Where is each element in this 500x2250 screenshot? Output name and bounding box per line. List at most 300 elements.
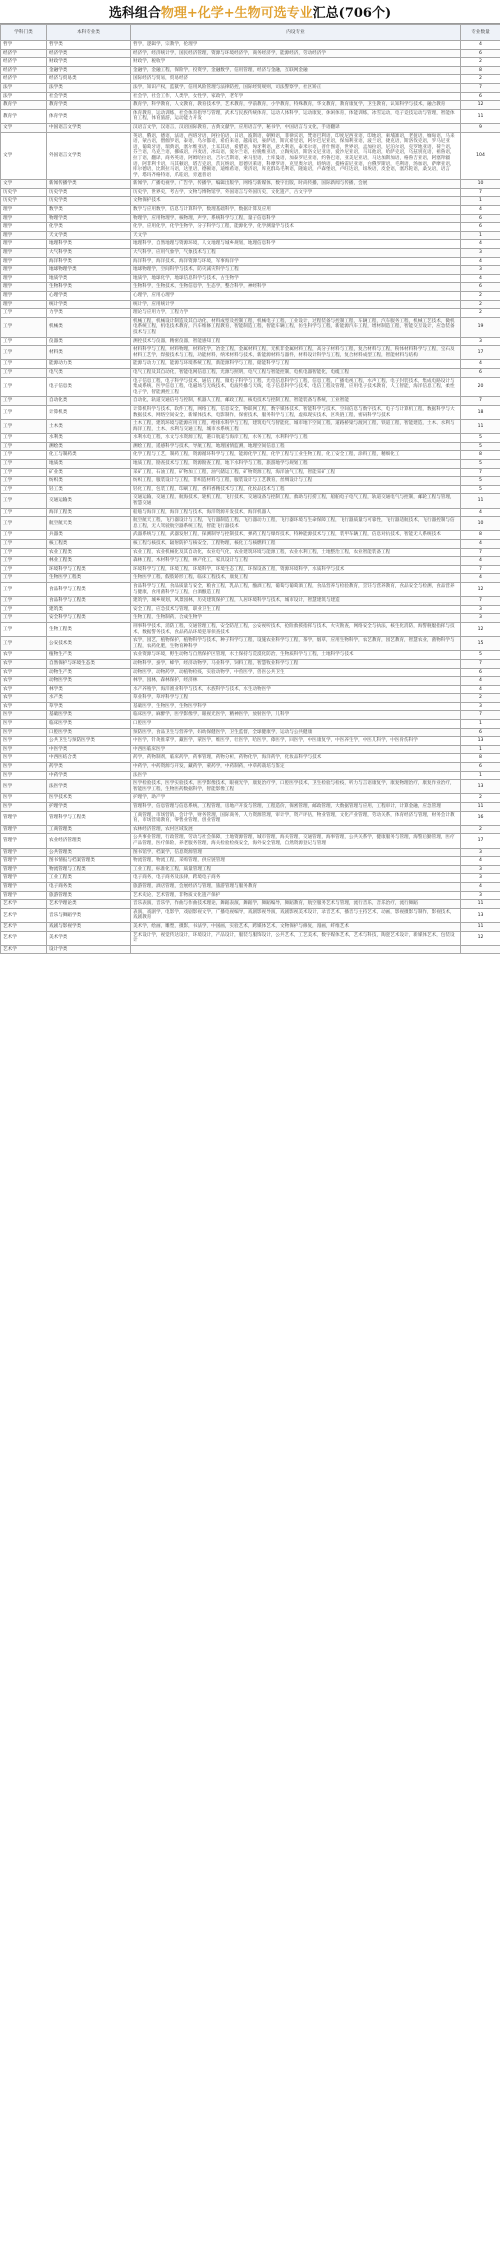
cell-count: 3 (461, 865, 500, 874)
cell-majors: 历史学，世界史，考古学，文物与博物馆学，外国语言与外国历史，文化遗产，古文字学 (131, 188, 461, 197)
cell-class: 计算机类 (47, 405, 131, 419)
table-row (1, 283, 500, 292)
cell-count: 4 (461, 240, 500, 249)
table-row (1, 659, 500, 668)
table-row (1, 517, 500, 531)
cell-class: 食品科学与工程类 (47, 597, 131, 606)
cell-count: 1 (461, 745, 500, 754)
cell-category: 工学 (1, 517, 47, 531)
table-row (1, 83, 500, 92)
table-row (1, 651, 500, 660)
cell-majors: 预防医学，食品卫生与营养学，妇幼保健医学，卫生监督，全球健康学，运动与公共健康 (131, 728, 461, 737)
cell-class: 地球物理学类 (47, 266, 131, 275)
title-suffix: 汇总(706个) (312, 6, 392, 21)
table-row (1, 188, 500, 197)
cell-category: 工学 (1, 309, 47, 318)
cell-class: 安全科学与工程类 (47, 614, 131, 623)
table-row (1, 75, 500, 84)
cell-majors: 电子信息工程，电子科学与技术，通信工程，微电子科学与工程，光电信息科学与工程，信息工程，广播电视工程，水声工程，电子封装技术，集成电路设计与集成系统，医学信息工程，电磁场与无线技术，电波传播与天线，电子信息科学与技术，电信工程及管理，应用电子技术教育，人工智能，海洋信息工程，柔性电子学，智能测控工程 (131, 377, 461, 397)
cell-category: 管理学 (1, 882, 47, 891)
cell-class: 社会学类 (47, 92, 131, 101)
cell-count: 20 (461, 377, 500, 397)
cell-category: 教育学 (1, 109, 47, 123)
cell-class: 体育学类 (47, 109, 131, 123)
cell-category: 理学 (1, 206, 47, 215)
cell-count: 8 (461, 451, 500, 460)
table-row (1, 811, 500, 825)
cell-class: 天文学类 (47, 231, 131, 240)
cell-category: 艺术学 (1, 931, 47, 945)
table-row (1, 468, 500, 477)
cell-category: 医学 (1, 794, 47, 803)
cell-majors: 化学工程与工艺，制药工程，资源循环科学与工程，能源化学工程，化学工程与工业生物工程，化工安全工程，涂料工程，精细化工 (131, 451, 461, 460)
cell-majors: 医学检验技术，医学实验技术，医学影像技术，眼视光学，康复治疗学，口腔医学技术，卫生检验与检疫，听力与言语康复学，康复物理治疗，康复作业治疗，智能医学工程，生物医药数据科学，智能影像工程 (131, 780, 461, 794)
cell-majors: 天文学 (131, 231, 461, 240)
header-class: 本科专业类 (47, 25, 131, 41)
cell-count: 4 (461, 257, 500, 266)
cell-count: 9 (461, 123, 500, 132)
cell-class: 自动化类 (47, 397, 131, 406)
cell-class: 环境科学与工程类 (47, 565, 131, 574)
cell-category: 医学 (1, 728, 47, 737)
table-row (1, 41, 500, 50)
header-majors: 内设专业 (131, 25, 461, 41)
cell-class: 交通运输类 (47, 494, 131, 508)
cell-majors: 经济学，经济统计学，国民经济管理，资源与环境经济学，商务经济学，能源经济，劳动经济学 (131, 49, 461, 58)
table-row (1, 582, 500, 596)
cell-majors: 法医学 (131, 771, 461, 780)
cell-category: 艺术学 (1, 922, 47, 931)
cell-count: 19 (461, 317, 500, 337)
cell-class: 艺术学理论类 (47, 900, 131, 909)
table-row (1, 597, 500, 606)
cell-count: 2 (461, 825, 500, 834)
cell-class: 兵器类 (47, 531, 131, 540)
table-row (1, 531, 500, 540)
cell-majors: 动物科学，蚕学，蜂学，经济动物学，马业科学，饲料工程，智慧牧业科学与工程 (131, 659, 461, 668)
table-row (1, 694, 500, 703)
table-row (1, 309, 500, 318)
cell-count: 7 (461, 188, 500, 197)
cell-count: 5 (461, 651, 500, 660)
cell-majors: 体育教育，运动训练，社会体育指导与管理，武术与民族传统体育，运动人体科学，运动康复，休闲体育，体能训练，冰雪运动，电子竞技运动与管理，智能体育工程，体育旅游，运动能力开发 (131, 109, 461, 123)
table-row (1, 223, 500, 232)
cell-majors: 自动化，轨道交通信号与控制，机器人工程，邮政工程，核电技术与控制工程，智能装备与系统，工业智能 (131, 397, 461, 406)
cell-count: 6 (461, 368, 500, 377)
cell-category: 文学 (1, 132, 47, 180)
cell-category: 管理学 (1, 811, 47, 825)
table-row (1, 317, 500, 337)
cell-majors: 水产养殖学，海洋渔业科学与技术，水族科学与技术，水生动物医学 (131, 685, 461, 694)
cell-category: 工学 (1, 605, 47, 614)
cell-count: 7 (461, 711, 500, 720)
cell-class: 物流管理与工程类 (47, 865, 131, 874)
table-row (1, 66, 500, 75)
cell-category: 医学 (1, 771, 47, 780)
cell-majors: 草业科学，草坪科学与工程 (131, 694, 461, 703)
cell-majors: 艺术史论，艺术管理，非物质文化遗产保护 (131, 891, 461, 900)
cell-class: 农业经济管理类 (47, 834, 131, 848)
cell-category: 教育学 (1, 101, 47, 110)
cell-class: 化工与制药类 (47, 451, 131, 460)
table-row (1, 922, 500, 931)
cell-majors: 统计学，应用统计学 (131, 300, 461, 309)
cell-majors: 工商管理，市场营销，会计学，财务管理，国际商务，人力资源管理，审计学，资产评估，物业管理，文化产业管理，劳动关系，体育经济与管理，财务会计教育，市场营销教育，零售业管理，创业管理 (131, 811, 461, 825)
cell-majors: 英语，俄语，德语，法语，西班牙语，阿拉伯语，日语，波斯语，朝鲜语，菲律宾语，梵语巴利语，印度尼西亚语，印地语，柬埔寨语，老挝语，缅甸语，马来语，蒙古语，僧伽罗语，泰语，乌尔都语，希伯来语，越南语，豪萨语，斯瓦希里语，阿尔巴尼亚语，保加利亚语，波兰语，捷克语，斯洛伐克语，罗马尼亚语，葡萄牙语，瑞典语，塞尔维亚语，土耳其语，希腊语，匈牙利语，意大利语，泰米尔语，普什图语，世界语，孟加拉语，尼泊尔语，克罗地亚语，荷兰语，芬兰语，乌克兰语，挪威语，丹麦语，冰岛语，爱尔兰语，拉脱维亚语，立陶宛语，斯洛文尼亚语，爱沙尼亚语，马耳他语，哈萨克语，乌兹别克语，祖鲁语，拉丁语，翻译，商务英语，阿姆哈拉语，吉尔吉斯语，索马里语，土库曼语，加泰罗尼亚语，约鲁巴语，亚美尼亚语，马达加斯加语，格鲁吉亚语，阿塞拜疆语，阿非利卡语，马其顿语，塔吉克语，茨瓦纳语，恩德贝莱语，科摩罗语，克里奥尔语，绍纳语，提格雷尼亚语，白俄罗斯语，毛利语，汤加语，萨摩亚语，库尔德语，比斯拉马语，达里语，德顿语，迪维希语，斐济语，库克群岛毛利语，隆迪语，卢森堡语，卢旺达语，纽埃语，皮金语，塞苏陀语，桑戈语，语言学，塔玛齐格特语，爪哇语，旁遮普语 (131, 132, 461, 180)
table-header-row (1, 25, 500, 41)
cell-count: 3 (461, 614, 500, 623)
cell-majors: 农林经济管理，农村区域发展 (131, 825, 461, 834)
cell-count: 16 (461, 811, 500, 825)
cell-majors: 动物医学，动物药学，动植物检疫，实验动物学，中兽医学，兽医公共卫生 (131, 668, 461, 677)
table-row (1, 434, 500, 443)
cell-majors: 地质学，地球化学，地球信息科学与技术，古生物学 (131, 274, 461, 283)
table-row (1, 557, 500, 566)
cell-class: 力学类 (47, 309, 131, 318)
cell-class: 口腔医学类 (47, 728, 131, 737)
cell-category: 理学 (1, 231, 47, 240)
cell-class: 历史学类 (47, 188, 131, 197)
cell-majors: 生物医学工程，假肢矫形工程，临床工程技术，康复工程 (131, 574, 461, 583)
table-row (1, 711, 500, 720)
cell-class: 航空航天类 (47, 517, 131, 531)
cell-majors: 核工程与核技术，辐射防护与核安全，工程物理，核化工与核燃料工程 (131, 540, 461, 549)
cell-category: 理学 (1, 223, 47, 232)
cell-majors: 临床医学，麻醉学，医学影像学，眼视光医学，精神医学，放射医学，儿科学 (131, 711, 461, 720)
table-row (1, 109, 500, 123)
table-row (1, 420, 500, 434)
cell-majors: 地理科学，自然地理与资源环境，人文地理与城乡规划，地理信息科学 (131, 240, 461, 249)
cell-category: 工学 (1, 317, 47, 337)
cell-count: 11 (461, 420, 500, 434)
cell-majors: 基础医学，生物医学，生物医学科学 (131, 702, 461, 711)
cell-count: 2 (461, 694, 500, 703)
cell-category: 理学 (1, 283, 47, 292)
cell-category: 工学 (1, 397, 47, 406)
cell-category: 工学 (1, 485, 47, 494)
cell-class: 公共管理类 (47, 848, 131, 857)
cell-category: 艺术学 (1, 900, 47, 909)
cell-count: 4 (461, 882, 500, 891)
cell-category: 工学 (1, 346, 47, 360)
cell-majors: 物流管理，物流工程，采购管理，供应链管理 (131, 857, 461, 866)
table-row (1, 605, 500, 614)
cell-count: 3 (461, 848, 500, 857)
cell-category: 医学 (1, 754, 47, 763)
cell-count: 12 (461, 101, 500, 110)
table-row (1, 728, 500, 737)
cell-majors: 教育学，科学教育，人文教育，教育技术学，艺术教育，学前教育，小学教育，特殊教育，华文教育，教育康复学，卫生教育，认知科学与技术，融合教育 (131, 101, 461, 110)
table-row (1, 848, 500, 857)
cell-category: 工学 (1, 548, 47, 557)
cell-category: 农学 (1, 668, 47, 677)
cell-category: 工学 (1, 582, 47, 596)
cell-category: 工学 (1, 597, 47, 606)
cell-class: 机械类 (47, 317, 131, 337)
cell-majors: 建筑学，城乡规划，风景园林，历史建筑保护工程，人居环境科学与技术，城市设计，智慧建筑与建造 (131, 597, 461, 606)
table-row (1, 494, 500, 508)
cell-class: 旅游管理类 (47, 891, 131, 900)
table-row (1, 451, 500, 460)
cell-category: 理学 (1, 266, 47, 275)
cell-count: 2 (461, 75, 500, 84)
cell-category: 理学 (1, 240, 47, 249)
cell-majors: 材料科学与工程，材料物理，材料化学，冶金工程，金属材料工程，无机非金属材料工程，高分子材料与工程，复合材料与工程，粉体材料科学与工程，宝石及材料工艺学，焊接技术与工程，功能材料，纳米材料与技术，新能源材料与器件，材料设计科学与工程，复合材料成型工程，智能材料与结构 (131, 346, 461, 360)
table-row (1, 274, 500, 283)
cell-count: 17 (461, 346, 500, 360)
cell-class: 中医学类 (47, 745, 131, 754)
cell-majors: 口腔医学 (131, 720, 461, 729)
table-row (1, 874, 500, 883)
cell-class: 电子商务类 (47, 882, 131, 891)
cell-count: 7 (461, 597, 500, 606)
cell-class: 食品科学与工程类 (47, 582, 131, 596)
table-row (1, 249, 500, 258)
table-row (1, 754, 500, 763)
cell-count: 6 (461, 92, 500, 101)
cell-category: 医学 (1, 720, 47, 729)
cell-majors: 船舶与海洋工程，海洋工程与技术，海洋资源开发技术，海洋机器人 (131, 508, 461, 517)
cell-count: 1 (461, 231, 500, 240)
cell-majors: 艺术设计学，视觉传达设计，环境设计，产品设计，服装与服饰设计，公共艺术，工艺美术，数字媒体艺术，艺术与科技，陶瓷艺术设计，新媒体艺术，包装设计 (131, 931, 461, 945)
table-row (1, 865, 500, 874)
cell-class: 医学技术类 (47, 794, 131, 803)
cell-class: 戏剧与影视学类 (47, 922, 131, 931)
table-row (1, 197, 500, 206)
cell-count: 3 (461, 874, 500, 883)
table-row (1, 180, 500, 189)
cell-class: 新闻传播学类 (47, 180, 131, 189)
cell-count: 4 (461, 206, 500, 215)
cell-majors: 地质工程，勘查技术与工程，资源勘查工程，地下水科学与工程，旅游地学与规划工程 (131, 460, 461, 469)
cell-class: 中药学类 (47, 771, 131, 780)
cell-count: 8 (461, 531, 500, 540)
table-row (1, 668, 500, 677)
cell-class: 地质学类 (47, 274, 131, 283)
cell-majors: 中西医临床医学 (131, 745, 461, 754)
cell-count: 5 (461, 485, 500, 494)
cell-count: 11 (461, 900, 500, 909)
cell-count: 7 (461, 565, 500, 574)
cell-majors: 食品科学与工程，食品质量与安全，粮食工程，乳品工程，酿酒工程，葡萄与葡萄酒工程，食品营养与检验教育，烹饪与营养教育，食品安全与检测，食品营养与健康，食用菌科学与工程，白酒酿造工程 (131, 582, 461, 596)
cell-category: 工学 (1, 377, 47, 397)
cell-count: 13 (461, 780, 500, 794)
cell-majors: 文物保护技术 (131, 197, 461, 206)
table-body (1, 41, 500, 954)
cell-class: 自然保护与环境生态类 (47, 659, 131, 668)
cell-class: 教育学类 (47, 101, 131, 110)
cell-class: 建筑类 (47, 605, 131, 614)
table-row (1, 834, 500, 848)
cell-count: 4 (461, 41, 500, 50)
table-row (1, 622, 500, 636)
table-row (1, 460, 500, 469)
cell-class: 管理科学与工程类 (47, 811, 131, 825)
table-row (1, 240, 500, 249)
cell-majors: 哲学，逻辑学，宗教学，伦理学 (131, 41, 461, 50)
cell-count: 6 (461, 214, 500, 223)
cell-class: 公共卫生与预防医学类 (47, 737, 131, 746)
cell-category: 农学 (1, 677, 47, 686)
cell-class: 美术学类 (47, 931, 131, 945)
cell-class: 林学类 (47, 685, 131, 694)
cell-category: 工学 (1, 477, 47, 486)
cell-category: 工学 (1, 360, 47, 369)
cell-count: 6 (461, 728, 500, 737)
cell-majors: 公共事业管理，行政管理，劳动与社会保障，土地资源管理，城市管理，海关管理，交通管理，海事管理，公共关系学，健康服务与管理，海警后勤管理，医疗产品管理，医疗保险，养老服务管理，海关检验检疫安全，海外安全管理，自然资源登记与管理 (131, 834, 461, 848)
cell-category: 农学 (1, 659, 47, 668)
cell-majors: 化学，应用化学，化学生物学，分子科学与工程，能源化学，化学测量学与技术 (131, 223, 461, 232)
cell-class: 海洋科学类 (47, 257, 131, 266)
table-row (1, 346, 500, 360)
cell-category: 管理学 (1, 825, 47, 834)
cell-class: 历史学类 (47, 197, 131, 206)
cell-category: 工学 (1, 460, 47, 469)
cell-majors: 音乐表演，音乐学，作曲与作曲技术理论，舞蹈表演，舞蹈学，舞蹈编导，舞蹈教育，航空服务艺术与管理，流行音乐，音乐治疗，流行舞蹈 (131, 900, 461, 909)
cell-class: 护理学类 (47, 803, 131, 812)
cell-majors: 刑事科学技术，消防工程，交通管理工程，安全防范工程，公安视听技术，抢险救援指挥与技术，火灾勘查，网络安全与执法，核生化消防，海警舰艇指挥与技术，数据警务技术，食品药品环境犯罪侦查技术 (131, 622, 461, 636)
cell-count: 4 (461, 574, 500, 583)
table-row (1, 825, 500, 834)
header-count: 专业数量 (461, 25, 500, 41)
cell-count: 12 (461, 622, 500, 636)
cell-class: 生物工程类 (47, 622, 131, 636)
cell-category: 管理学 (1, 874, 47, 883)
cell-category: 农学 (1, 702, 47, 711)
cell-majors: 社会学，社会工作，人类学，女性学，家政学，老年学 (131, 92, 461, 101)
cell-class: 水利类 (47, 434, 131, 443)
cell-class: 公安技术类 (47, 637, 131, 651)
cell-count: 17 (461, 834, 500, 848)
cell-majors: 表演，戏剧学，电影学，戏剧影视文学，广播电视编导，戏剧影视导演，戏剧影视美术设计，录音艺术，播音与主持艺术，动画，影视摄影与制作，影视技术，戏剧教育 (131, 908, 461, 922)
cell-majors: 金融学，金融工程，保险学，投资学，金融数学，信用管理，经济与金融，互联网金融 (131, 66, 461, 75)
table-row (1, 257, 500, 266)
cell-majors: 农业工程，农业机械化及其自动化，农业电气化，农业建筑环境与能源工程，农业水利工程，土地整治工程，农业智能装备工程 (131, 548, 461, 557)
cell-category: 工学 (1, 468, 47, 477)
cell-category: 农学 (1, 685, 47, 694)
cell-majors: 法学，知识产权，监狱学，信用风险管理与法律防控，国际经贸规则，司法警察学，社区矫正 (131, 83, 461, 92)
cell-count: 5 (461, 460, 500, 469)
cell-count: 11 (461, 803, 500, 812)
cell-category: 工学 (1, 442, 47, 451)
cell-count: 1 (461, 720, 500, 729)
table-row (1, 900, 500, 909)
table-row (1, 368, 500, 377)
cell-category: 医学 (1, 763, 47, 772)
cell-majors: 武器系统与工程，武器发射工程，探测制导与控制技术，弹药工程与爆炸技术，特种能源技术与工程，装甲车辆工程，信息对抗技术，智能无人系统技术 (131, 531, 461, 540)
cell-category: 法学 (1, 92, 47, 101)
cell-count: 7 (461, 468, 500, 477)
cell-majors: 图书馆学，档案学，信息资源管理 (131, 848, 461, 857)
cell-category: 工学 (1, 494, 47, 508)
cell-majors: 海洋科学，海洋技术，海洋资源与环境，军事海洋学 (131, 257, 461, 266)
cell-category: 法学 (1, 83, 47, 92)
table-row (1, 292, 500, 301)
table-row (1, 123, 500, 132)
cell-majors: 机械工程，机械设计制造及其自动化，材料成型及控制工程，机械电子工程，工业设计，过程装备与控制工程，车辆工程，汽车服务工程，机械工艺技术，微机电系统工程，机电技术教育，汽车维修工程教育，智能制造工程，智能车辆工程，仿生科学与工程，新能源汽车工程，增材制造工程，智能交互设计，应急装备技术与工程 (131, 317, 461, 337)
cell-majors: 电气工程及其自动化，智能电网信息工程，光源与照明，电气工程与智能控制，电机电器智能化，电缆工程 (131, 368, 461, 377)
cell-category: 医学 (1, 780, 47, 794)
cell-category: 工学 (1, 557, 47, 566)
cell-category: 工学 (1, 637, 47, 651)
cell-category: 经济学 (1, 49, 47, 58)
cell-count: 10 (461, 180, 500, 189)
cell-majors: 护理学，助产学 (131, 794, 461, 803)
cell-majors: 电子商务，电子商务及法律，跨境电子商务 (131, 874, 461, 883)
cell-class: 矿业类 (47, 468, 131, 477)
cell-category: 工学 (1, 368, 47, 377)
cell-majors (131, 945, 461, 954)
cell-class: 生物科学类 (47, 283, 131, 292)
table-row (1, 300, 500, 309)
cell-majors: 药学，药物制剂，临床药学，药事管理，药物分析，药物化学，海洋药学，化妆品科学与技术 (131, 754, 461, 763)
cell-majors: 交通运输，交通工程，航海技术，轮机工程，飞行技术，交通设备与控制工程，救助与打捞工程，船舶电子电气工程，轨道交通电气与控制，邮轮工程与管理，智慧交通 (131, 494, 461, 508)
cell-class: 基础医学类 (47, 711, 131, 720)
cell-count: 2 (461, 300, 500, 309)
cell-count: 1 (461, 771, 500, 780)
cell-count: 2 (461, 309, 500, 318)
cell-category: 管理学 (1, 865, 47, 874)
cell-count: 15 (461, 637, 500, 651)
cell-majors: 数学与应用数学，信息与计算科学，数理基础科学，数据计算及应用 (131, 206, 461, 215)
cell-count: 6 (461, 668, 500, 677)
table-row (1, 763, 500, 772)
cell-majors: 管理科学，信息管理与信息系统，工程管理，房地产开发与管理，工程造价，保密管理，邮政管理，大数据管理与应用，工程审计，计算金融，应急管理 (131, 803, 461, 812)
table-row (1, 702, 500, 711)
cell-class: 外国语言文学类 (47, 132, 131, 180)
cell-class: 哲学类 (47, 41, 131, 50)
cell-count: 1 (461, 197, 500, 206)
table-row (1, 206, 500, 215)
cell-count: 3 (461, 702, 500, 711)
cell-class: 材料类 (47, 346, 131, 360)
cell-class: 金融学类 (47, 66, 131, 75)
table-row (1, 677, 500, 686)
cell-count: 5 (461, 434, 500, 443)
cell-count: 8 (461, 66, 500, 75)
cell-class: 电气类 (47, 368, 131, 377)
table-row (1, 266, 500, 275)
cell-count: 4 (461, 540, 500, 549)
majors-table (0, 24, 500, 954)
cell-class: 海洋工程类 (47, 508, 131, 517)
cell-category: 医学 (1, 711, 47, 720)
cell-category: 医学 (1, 745, 47, 754)
cell-majors: 测绘工程，遥感科学与技术，导航工程，地理国情监测，地理空间信息工程 (131, 442, 461, 451)
cell-class: 化学类 (47, 223, 131, 232)
table-row (1, 485, 500, 494)
table-row (1, 565, 500, 574)
cell-class: 经济与贸易类 (47, 75, 131, 84)
cell-class: 水产类 (47, 694, 131, 703)
table-row (1, 720, 500, 729)
table-row (1, 337, 500, 346)
cell-count: 6 (461, 283, 500, 292)
table-row (1, 397, 500, 406)
cell-count: 13 (461, 908, 500, 922)
cell-class: 图书情报与档案管理类 (47, 857, 131, 866)
cell-count: 4 (461, 274, 500, 283)
cell-majors: 农业资源与环境，野生动物与自然保护区管理，水土保持与荒漠化防治，生物质科学与工程，土地科学与技术 (131, 651, 461, 660)
page-title (0, 0, 500, 24)
cell-majors: 纺织工程，服装设计与工程，非织造材料与工程，服装设计与工艺教育，丝绸设计与工程 (131, 477, 461, 486)
table-row (1, 508, 500, 517)
cell-count: 3 (461, 891, 500, 900)
cell-count: 7 (461, 548, 500, 557)
cell-majors: 国际经济与贸易，贸易经济 (131, 75, 461, 84)
cell-category: 理学 (1, 300, 47, 309)
table-row (1, 737, 500, 746)
